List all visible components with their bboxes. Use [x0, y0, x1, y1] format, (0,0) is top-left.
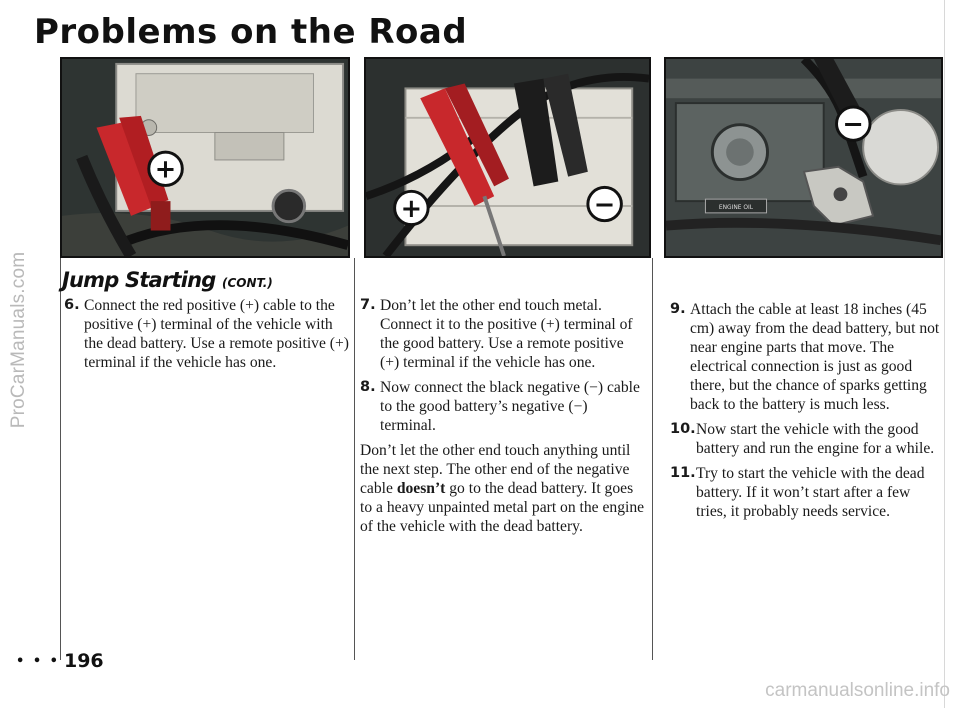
side-watermark	[2, 170, 36, 510]
step-number: 7.	[360, 297, 376, 313]
step-number: 9.	[670, 301, 686, 317]
negative-symbol: −	[593, 189, 616, 220]
note-emphasis: doesn’t	[396, 480, 446, 497]
photo-good-battery-clamps	[364, 57, 651, 258]
step-text: Connect the red positive (+) cable to the positive (+) terminal of the vehicle with the dead battery. Use a remote positive (+) terminal if the vehicle has one.	[84, 297, 349, 371]
step-text: Don’t let the other end touch metal. Connect it to the positive (+) terminal of the good battery. Use a remote positive (+) terminal if the vehicle has one.	[380, 297, 633, 371]
step-number: 8.	[360, 379, 376, 395]
text-column-2	[360, 296, 646, 536]
step-9	[670, 300, 940, 414]
text-column-1	[64, 296, 352, 378]
photo-engine-ground-point	[664, 57, 943, 258]
step-8	[360, 378, 646, 435]
negative-cable-note	[360, 441, 646, 536]
footer-watermark: carmanualsonline.info	[765, 680, 950, 701]
note-text-after: go to the dead battery. It goes to a heavy unpainted metal part on the engine of the vehicle with the dead battery.	[360, 480, 645, 535]
battery-photo-illustration	[62, 59, 348, 256]
battery-photo-illustration	[366, 59, 649, 256]
step-number: 10.	[670, 421, 696, 437]
step-number: 11.	[670, 465, 696, 481]
page-number	[16, 650, 104, 672]
step-7	[360, 296, 646, 372]
page-number-dots: • • •	[16, 654, 60, 669]
side-watermark-text: ProCarManuals.com	[8, 251, 29, 429]
page-number-value: 196	[63, 650, 104, 672]
step-text: Attach the cable at least 18 inches (45 cm) away from the dead battery, but not near engine parts that move. The electrical connection is just as good there, but the chance of sparks getting back to the battery is much less.	[690, 301, 940, 413]
section-heading	[62, 268, 273, 292]
step-number: 6.	[64, 297, 80, 313]
column-divider	[354, 258, 355, 660]
step-11	[670, 464, 940, 521]
negative-symbol: −	[842, 109, 865, 140]
step-10	[670, 420, 940, 458]
page-edge-rule	[944, 0, 945, 708]
page-title: Problems on the Road	[34, 12, 468, 52]
step-text: Try to start the vehicle with the dead battery. If it won’t start after a few tries, it probably needs service.	[696, 465, 925, 520]
engine-oil-label: ENGINE OIL	[718, 204, 754, 211]
text-column-3	[670, 300, 940, 527]
step-6	[64, 296, 352, 372]
step-text: Now start the vehicle with the good battery and run the engine for a while.	[696, 421, 935, 457]
column-divider	[652, 258, 653, 660]
note-text-before: Don’t let the other end touch anything until the next step. The other end of the negative cable	[360, 442, 631, 497]
positive-symbol: +	[400, 193, 423, 224]
column-divider	[60, 258, 61, 660]
photo-positive-cable-dead-battery	[60, 57, 350, 258]
positive-symbol: +	[154, 154, 177, 185]
step-text: Now connect the black negative (−) cable to the good battery’s negative (−) terminal.	[380, 379, 640, 434]
section-heading-suffix: (CONT.)	[222, 276, 273, 290]
section-heading-text: Jump Starting	[62, 268, 216, 292]
engine-photo-illustration	[666, 59, 941, 256]
